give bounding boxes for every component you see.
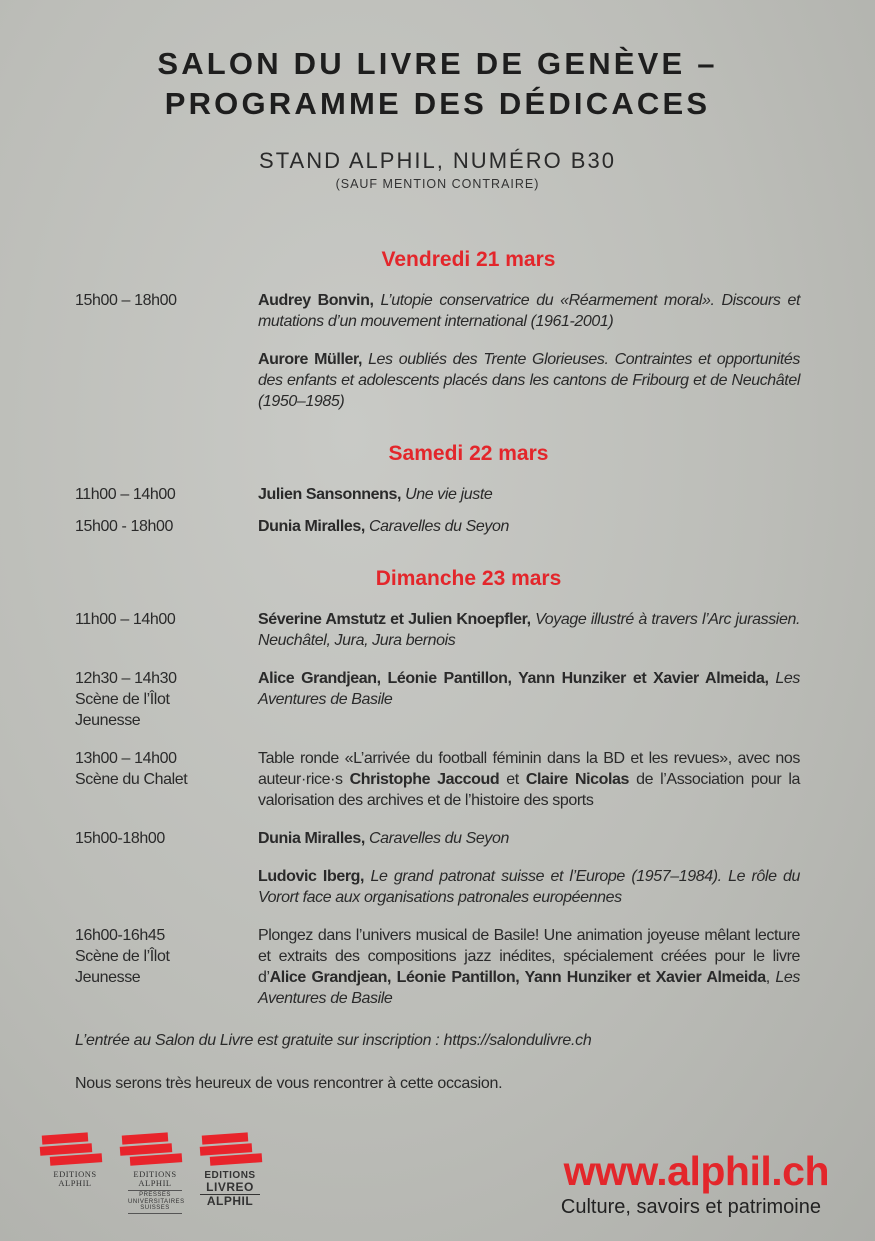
time-slot: 11h00 – 14h00 bbox=[75, 611, 176, 628]
entry-paragraph bbox=[258, 290, 800, 332]
day-heading: Dimanche 23 mars bbox=[375, 567, 562, 590]
book-title: Voyage illustré à travers l’Arc jurassien. Neuchâtel, Jura, Jura bernois bbox=[258, 611, 801, 649]
author-name: Dunia Miralles, bbox=[258, 830, 369, 847]
entry-paragraph bbox=[258, 828, 800, 849]
time-slot: 12h30 – 14h30 bbox=[75, 670, 177, 687]
book-title: Une vie juste bbox=[405, 486, 493, 503]
author-name: Alice Grandjean, Léonie Pantillon, Yann Hunziker et Xavier Almeida, bbox=[258, 670, 776, 687]
author-name: Ludovic Iberg, bbox=[258, 868, 371, 885]
schedule-entry bbox=[75, 516, 800, 537]
entry-paragraph bbox=[258, 516, 800, 537]
thanks-text: Nous serons très heureux de vous rencontrer à cette occasion. bbox=[75, 1075, 503, 1092]
venue: Jeunesse bbox=[75, 712, 141, 729]
description-text: de l’Association pour la valorisation des archives et de l’histoire des sports bbox=[258, 771, 800, 809]
title-line-2: PROGRAMME DES DÉDICACES bbox=[164, 86, 711, 121]
book-title: Le grand patronat suisse et l’Europe (1957–1984). Le rôle du Vorort face aux organisations patronales européennes bbox=[258, 868, 800, 906]
day-heading: Vendredi 21 mars bbox=[381, 248, 556, 271]
entry-paragraph bbox=[258, 748, 800, 811]
time-slot: 16h00-16h45 bbox=[75, 927, 165, 944]
author-name: Audrey Bonvin, bbox=[258, 292, 381, 309]
tagline: Culture, savoirs et patrimoine bbox=[560, 1196, 821, 1218]
author-name: Dunia Miralles, bbox=[258, 518, 369, 535]
author-name: Julien Sansonnens, bbox=[258, 486, 406, 503]
author-name: Aurore Müller, bbox=[258, 351, 369, 368]
entry-time bbox=[75, 516, 258, 537]
entry-content bbox=[258, 828, 800, 908]
book-title: Les oubliés des Trente Glorieuses. Contraintes et opportunités des enfants et adolescents placés dans les cantons de Fribourg et de Neuchâtel (1950–1985) bbox=[258, 351, 800, 410]
entry-paragraph bbox=[258, 668, 800, 710]
entry-time bbox=[75, 668, 258, 731]
schedule-entry bbox=[75, 484, 800, 505]
schedule-entry bbox=[75, 748, 800, 811]
entry-paragraph bbox=[258, 925, 800, 1009]
venue: Scène de l’Îlot bbox=[75, 691, 170, 708]
stand-number: STAND ALPHIL, NUMÉRO B30 bbox=[259, 148, 616, 173]
entry-note: L’entrée au Salon du Livre est gratuite sur inscription : https://salondulivre.ch bbox=[75, 1032, 592, 1049]
day-section bbox=[75, 246, 800, 412]
title-line-1: SALON DU LIVRE DE GENÈVE – bbox=[157, 46, 718, 81]
day-section bbox=[75, 565, 800, 1009]
entry-time bbox=[75, 290, 258, 412]
website-link[interactable]: www.alphil.ch bbox=[563, 1148, 829, 1194]
entry-time bbox=[75, 609, 258, 651]
entry-content bbox=[258, 609, 800, 651]
entry-paragraph bbox=[258, 484, 800, 505]
author-name: Claire Nicolas bbox=[525, 771, 630, 788]
book-title: Les Aventures de Basile bbox=[258, 969, 800, 1007]
venue: Scène du Chalet bbox=[75, 771, 188, 788]
time-slot: 13h00 – 14h00 bbox=[75, 750, 177, 767]
entry-content bbox=[258, 668, 800, 731]
entry-time bbox=[75, 484, 258, 505]
description-text: Table ronde «L’arrivée du football féminin dans la BD et les revues», avec nos auteur·rice·s bbox=[258, 750, 800, 788]
page-title bbox=[0, 44, 875, 124]
book-title: L’utopie conservatrice du «Réarmement moral». Discours et mutations d’un mouvement international (1961-2001) bbox=[258, 292, 800, 330]
venue: Scène de l’Îlot bbox=[75, 948, 170, 965]
time-slot: 15h00 – 18h00 bbox=[75, 292, 177, 309]
day-heading: Samedi 22 mars bbox=[388, 442, 549, 465]
schedule-entry bbox=[75, 668, 800, 731]
entry-time bbox=[75, 828, 258, 908]
book-title: Caravelles du Seyon bbox=[368, 518, 510, 535]
entry-content bbox=[258, 516, 800, 537]
description-text: , bbox=[765, 969, 776, 986]
description-text: Plongez dans l’univers musical de Basile! Une animation joyeuse mêlant lecture et extraits des compositions jazz inédites, spécialement créées pour le livre d’ bbox=[258, 927, 800, 986]
schedule-entry bbox=[75, 925, 800, 1009]
day-section bbox=[75, 440, 800, 537]
entry-content bbox=[258, 484, 800, 505]
entry-paragraph bbox=[258, 609, 800, 651]
description-text: et bbox=[499, 771, 526, 788]
time-slot: 15h00 - 18h00 bbox=[75, 518, 174, 535]
stand-note: (SAUF MENTION CONTRAIRE) bbox=[335, 177, 540, 191]
schedule-entry bbox=[75, 290, 800, 412]
author-name: Christophe Jaccoud bbox=[349, 771, 500, 788]
time-slot: 15h00-18h00 bbox=[75, 830, 165, 847]
entry-content bbox=[258, 748, 800, 811]
author-name: Séverine Amstutz et Julien Knoepfler, bbox=[258, 611, 536, 628]
entry-time bbox=[75, 925, 258, 1009]
entry-paragraph bbox=[258, 866, 800, 908]
book-title: Caravelles du Seyon bbox=[368, 830, 510, 847]
schedule-entry bbox=[75, 609, 800, 651]
entry-content bbox=[258, 925, 800, 1009]
venue: Jeunesse bbox=[75, 969, 141, 986]
author-name: Alice Grandjean, Léonie Pantillon, Yann Hunziker et Xavier Almeida bbox=[269, 969, 766, 986]
schedule-entry bbox=[75, 828, 800, 908]
entry-paragraph bbox=[258, 349, 800, 412]
book-title: Les Aventures de Basile bbox=[258, 670, 800, 708]
programme bbox=[75, 246, 800, 1037]
entry-content bbox=[258, 290, 800, 412]
time-slot: 11h00 – 14h00 bbox=[75, 486, 176, 503]
entry-time bbox=[75, 748, 258, 811]
